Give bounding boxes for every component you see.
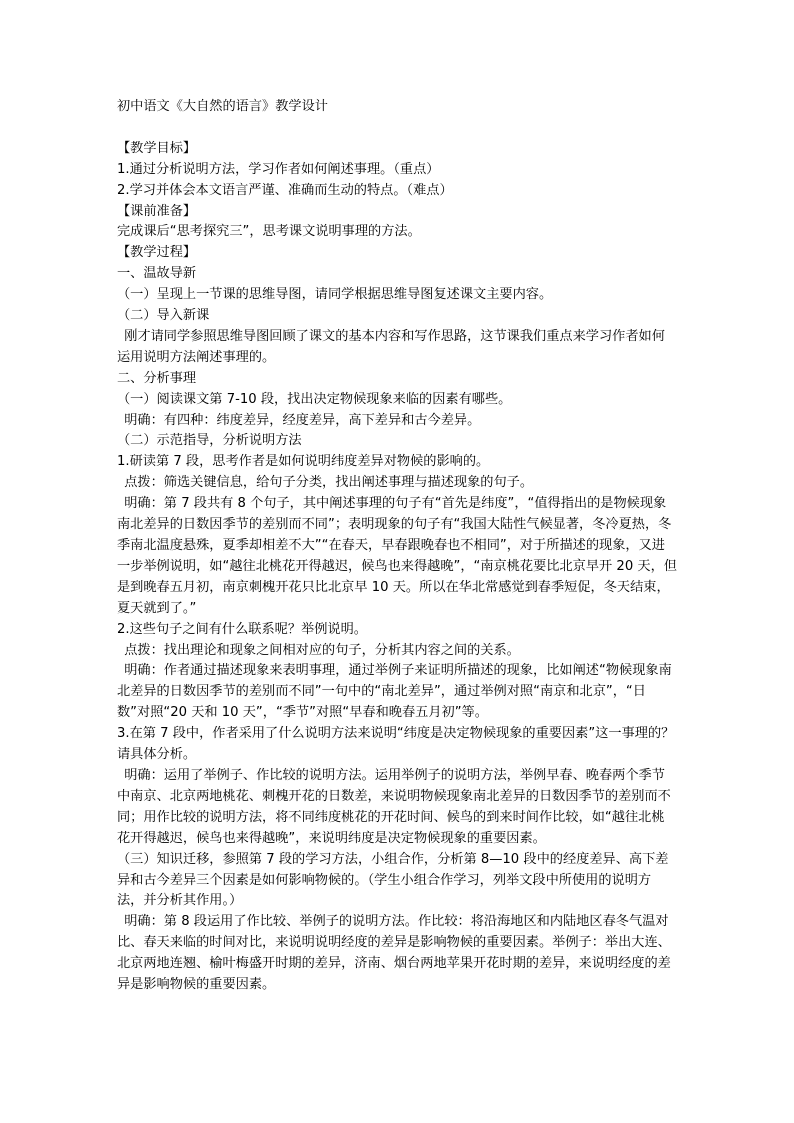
question-2-answer: 明确：作者通过描述现象来表明事理，通过举例子来证明所描述的现象，比如阐述“物候现象南北差异的日数因季节的差别而不同”一句中的“南北差异”，通过举例对照“南京和北京”，“日数”对照“20 天和 10 天”，“季节”对照“早春和晚春五月初”等。 <box>117 663 672 721</box>
part2-sub1: （一）阅读课文第 7-10 段，找出决定物候现象来临的因素有哪些。 <box>117 391 512 407</box>
part1-sub1: （一）呈现上一节课的思维导图，请同学根据思维导图复述课文主要内容。 <box>117 287 553 303</box>
part2-sub2: （二）示范指导，分析说明方法 <box>117 433 302 449</box>
part2-sub1-answer: 明确：有四种：纬度差异，经度差异，高下差异和古今差异。 <box>124 412 481 428</box>
blank-line <box>117 118 677 139</box>
objective-item-1: 1.通过分析说明方法，学习作者如何阐述事理。（重点） <box>117 161 440 177</box>
question-3-answer: 明确：运用了举例子、作比较的说明方法。运用举例子的说明方法，举例早春、晚春两个季节中南京、北京两地桃花、刺槐开花的日数差，来说明物候现象南北差异的日数因季节的差别而不同；用作比较的说明方法，将不同纬度桃花的开花时间、候鸟的到来时间作比较，如“越往北桃花开得越迟，候鸟也来得越晚”，来说明纬度是决定物候现象的重要因素。 <box>117 767 671 846</box>
preparation-heading: 【课前准备】 <box>117 203 197 219</box>
part2-sub3-answer: 明确：第 8 段运用了作比较、举例子的说明方法。作比较：将沿海地区和内陆地区春冬气温对比、春天来临的时间对比，来说明说明经度的差异是影响物候的重要因素。举例子：举出大连、北京两地连翘、榆叶梅盛开时期的差异，济南、烟台两地苹果开花时期的差异，来说明经度的差异是影响物候的重要因素。 <box>117 914 671 993</box>
question-2: 2.这些句子之间有什么联系呢？举例说明。 <box>117 621 367 637</box>
part1-sub2: （二）导入新课 <box>117 308 210 324</box>
preparation-text: 完成课后“思考探究三”，思考课文说明事理的方法。 <box>117 224 421 240</box>
question-3: 3.在第 7 段中，作者采用了什么说明方法来说明“纬度是决定物候现象的重要因素”这一事理的？请具体分析。 <box>117 726 675 763</box>
objectives-heading: 【教学目标】 <box>117 140 197 156</box>
document-title: 初中语文《大自然的语言》教学设计 <box>117 99 328 114</box>
objective-item-2: 2.学习并体会本文语言严谨、准确而生动的特点。（难点） <box>117 182 453 198</box>
question-1: 1.研读第 7 段，思考作者是如何说明纬度差异对物候的影响的。 <box>117 454 490 470</box>
question-1-answer: 明确：第 7 段共有 8 个句子，其中阐述事理的句子有“首先是纬度”，“值得指出的是物候现象南北差异的日数因季节的差别而不同”；表明现象的句子有“我国大陆性气候显著，冬冷夏热，冬季南北温度悬殊，夏季却相差不大”“在春天，早春跟晚春也不相同”，对于所描述的现象，又进一步举例说明，如“越往北桃花开得越迟，候鸟也来得越晚”，“南京桃花要比北京早开 20 天，但是到晚春五月初，南京刺槐开花只比北京早 10 天。所以在华北常感觉到春季短促，冬天结束，夏天就到了。” <box>117 496 677 616</box>
part1-sub2-text: 刚才请同学参照思维导图回顾了课文的基本内容和写作思路，这节课我们重点来学习作者如何运用说明方法阐述事理的。 <box>117 328 665 365</box>
part2-heading: 二、分析事理 <box>117 370 197 386</box>
part2-sub3: （三）知识迁移，参照第 7 段的学习方法，小组合作，分析第 8—10 段中的经度差异、高下差异和古今差异三个因素是如何影响物候的。（学生小组合作学习，列举文段中所使用的说明方法，并分析其作用。） <box>117 851 669 909</box>
question-1-hint: 点拨：筛选关键信息，给句子分类，找出阐述事理与描述现象的句子。 <box>124 475 534 491</box>
document-page <box>117 97 677 996</box>
part1-heading: 一、温故导新 <box>117 266 197 282</box>
question-2-hint: 点拨：找出理论和现象之间相对应的句子，分析其内容之间的关系。 <box>124 642 520 658</box>
process-heading: 【教学过程】 <box>117 245 197 261</box>
